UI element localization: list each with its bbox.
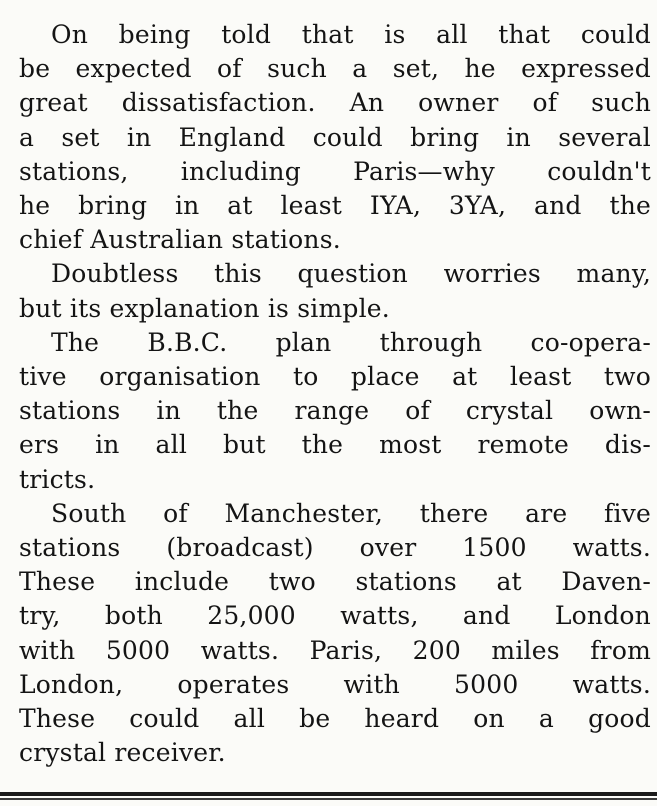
paragraph-4 [19, 497, 651, 771]
text-line: ers in all but the most remote dis- [19, 430, 651, 460]
text-line: be expected of such a set, he expressed [19, 54, 651, 84]
text-line: On being told that is all that could [51, 20, 651, 49]
paragraph-2 [19, 257, 651, 325]
column-rule [0, 798, 657, 800]
text-line: try, both 25,000 watts, and London [19, 601, 651, 631]
text-line: stations (broadcast) over 1500 watts. [19, 533, 651, 563]
text-line: The B.B.C. plan through co-opera- [51, 327, 651, 357]
text-line: but its explanation is simple. [19, 293, 390, 323]
text-line: tive organisation to place at least two [19, 362, 651, 392]
text-line: with 5000 watts. Paris, 200 miles from [19, 635, 651, 665]
paragraph-1 [19, 18, 651, 257]
text-line: chief Australian stations. [19, 225, 341, 255]
article-body [19, 18, 651, 770]
text-line: crystal receiver. [19, 738, 226, 768]
text-line: tricts. [19, 464, 96, 494]
text-line: he bring in at least IYA, 3YA, and the [19, 191, 651, 221]
text-line: Doubtless this question worries many, [51, 259, 651, 289]
text-line: London, operates with 5000 watts. [19, 669, 651, 699]
column-rule [0, 792, 657, 796]
text-line: great dissatisfaction. An owner of such [19, 88, 651, 118]
text-line: a set in England could bring in several [19, 122, 651, 152]
text-line: South of Manchester, there are five [51, 498, 651, 528]
text-line: stations, including Paris—why couldn't [19, 156, 651, 186]
text-line: These could all be heard on a good [19, 704, 651, 734]
paragraph-3 [19, 326, 651, 497]
text-line: stations in the range of crystal own- [19, 396, 651, 426]
text-line: These include two stations at Daven- [19, 567, 651, 597]
